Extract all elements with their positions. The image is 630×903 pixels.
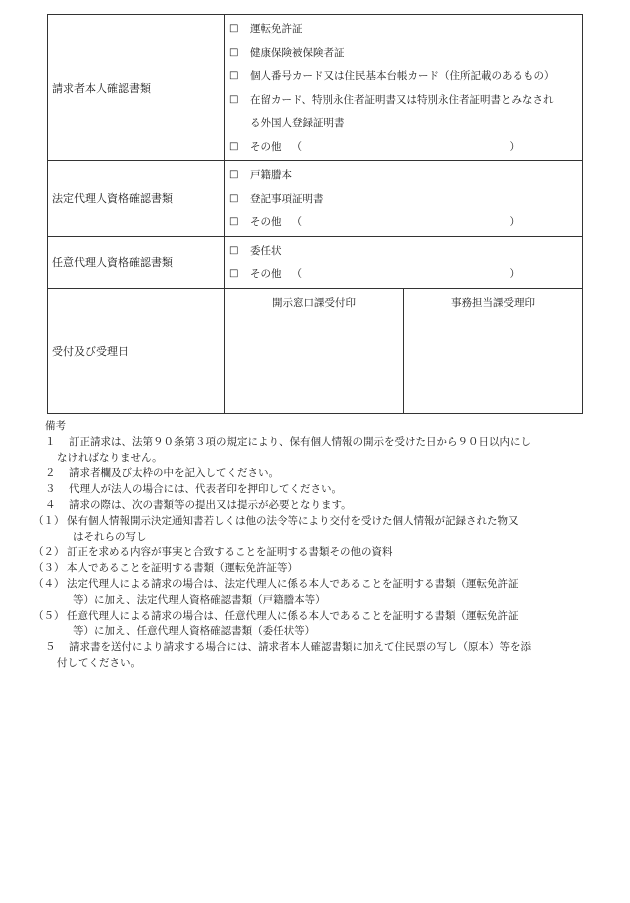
note-line — [33, 609, 591, 625]
checkbox-item[interactable] — [229, 88, 582, 112]
table-row — [48, 15, 583, 161]
note-line: 等）に加え、法定代理人資格確認書類（戸籍謄本等） — [73, 593, 326, 606]
table-row-receipt — [48, 288, 583, 413]
stamp-area — [225, 288, 583, 413]
note-number: （４） — [33, 577, 65, 590]
note-line: 等）に加え、任意代理人資格確認書類（委任状等） — [73, 625, 316, 638]
checkbox-item[interactable] — [229, 17, 582, 41]
note-number: １ — [45, 435, 56, 448]
note-number: （３） — [33, 562, 65, 575]
checkbox-item-other[interactable] — [229, 135, 582, 159]
checkbox[interactable]: □ — [229, 70, 239, 82]
note-line — [33, 498, 591, 514]
checkbox-label: 健康保険被保険者証 — [250, 46, 345, 59]
note-number: ２ — [45, 467, 56, 480]
note-text: 任意代理人による請求の場合は、任意代理人に係る本人であることを証明する書類（運転免許証 — [67, 609, 519, 622]
note-line — [33, 482, 591, 498]
checkbox-list — [225, 236, 583, 288]
checkbox-label: 登記事項証明書 — [250, 192, 324, 205]
table-row — [48, 161, 583, 237]
checkbox-label: その他 — [250, 140, 282, 153]
note-text: 請求書を送付により請求する場合には、請求者本人確認書類に加えて住民票の写し（原本）等を添 — [69, 641, 531, 654]
checkbox-label: 委任状 — [250, 244, 282, 257]
note-line: なければなりません。 — [57, 451, 163, 464]
note-number: ５ — [45, 641, 56, 654]
stamp-title: 開示窓口課受付印 — [272, 296, 356, 309]
note-line — [33, 561, 591, 577]
note-line: はそれらの写し — [73, 530, 147, 543]
checkbox[interactable]: □ — [229, 23, 239, 35]
checkbox[interactable]: □ — [229, 244, 239, 256]
note-number: （２） — [33, 546, 65, 559]
checkbox-label: 運転免許証 — [250, 23, 303, 36]
other-paren-close: ） — [509, 268, 520, 281]
note-text: 訂正を求める内容が事実と合致することを証明する書類その他の資料 — [67, 546, 393, 559]
checkbox-item-other[interactable] — [229, 210, 582, 234]
stamp-box-window[interactable] — [225, 289, 403, 413]
note-text: 法定代理人による請求の場合は、法定代理人に係る本人であることを証明する書類（運転免許証 — [67, 577, 519, 590]
note-number: ４ — [45, 498, 56, 511]
checkbox[interactable]: □ — [229, 93, 239, 105]
note-line — [33, 466, 591, 482]
receipt-label: 受付及び受理日 — [48, 288, 225, 413]
note-line — [33, 435, 591, 451]
checkbox[interactable]: □ — [229, 46, 239, 58]
other-paren-close: ） — [509, 216, 520, 229]
checkbox-list — [225, 15, 583, 161]
note-text: 保有個人情報開示決定通知書若しくは他の法令等により交付を受けた個人情報が記録された物又 — [67, 514, 519, 527]
checkbox[interactable]: □ — [229, 268, 239, 280]
checkbox-label: その他 — [250, 268, 282, 281]
checkbox[interactable]: □ — [229, 140, 239, 152]
remarks-heading: 備考 — [45, 420, 66, 432]
stamp-title: 事務担当課受理印 — [451, 296, 535, 309]
other-paren-open: （ — [291, 216, 302, 229]
row-label: 請求者本人確認書類 — [48, 15, 225, 161]
row-label: 法定代理人資格確認書類 — [48, 161, 225, 237]
note-number: （１） — [33, 514, 65, 527]
note-line — [33, 640, 591, 656]
other-paren-open: （ — [291, 140, 302, 153]
checkbox-label: その他 — [250, 216, 282, 229]
note-text: 本人であることを証明する書類（運転免許証等） — [67, 562, 298, 575]
note-line — [33, 545, 591, 561]
table-row — [48, 236, 583, 288]
note-number: （５） — [33, 609, 65, 622]
checkbox-item[interactable] — [229, 163, 582, 187]
note-number: ３ — [45, 483, 56, 496]
checkbox-item[interactable] — [229, 187, 582, 211]
other-paren-open: （ — [291, 268, 302, 281]
stamp-box-office[interactable] — [403, 289, 582, 413]
confirmation-documents-table — [47, 14, 583, 414]
checkbox-label: る外国人登録証明書 — [250, 117, 345, 130]
checkbox[interactable]: □ — [229, 169, 239, 181]
other-paren-close: ） — [509, 140, 520, 153]
note-text: 訂正請求は、法第９０条第３項の規定により、保有個人情報の開示を受けた日から９０日以内にし — [69, 435, 531, 448]
checkbox-item[interactable] — [229, 239, 582, 263]
remarks-section — [33, 419, 591, 672]
note-text: 請求者欄及び太枠の中を記入してください。 — [69, 467, 279, 480]
note-text: 代理人が法人の場合には、代表者印を押印してください。 — [69, 483, 342, 496]
checkbox-item[interactable] — [229, 41, 582, 65]
row-label: 任意代理人資格確認書類 — [48, 236, 225, 288]
checkbox[interactable]: □ — [229, 216, 239, 228]
checkbox-label-continuation — [229, 111, 582, 135]
checkbox-item[interactable] — [229, 64, 582, 88]
note-text: 請求の際は、次の書類等の提出又は提示が必要となります。 — [69, 498, 352, 511]
note-line — [33, 577, 591, 593]
checkbox-item-other[interactable] — [229, 262, 582, 286]
note-line — [33, 514, 591, 530]
checkbox-label: 戸籍謄本 — [250, 169, 292, 182]
checkbox-list — [225, 161, 583, 237]
checkbox[interactable]: □ — [229, 192, 239, 204]
checkbox-label: 在留カード、特別永住者証明書又は特別永住者証明書とみなされ — [250, 93, 554, 106]
checkbox-label: 個人番号カード又は住民基本台帳カード（住所記載のあるもの） — [250, 70, 555, 83]
note-line: 付してください。 — [57, 656, 141, 669]
